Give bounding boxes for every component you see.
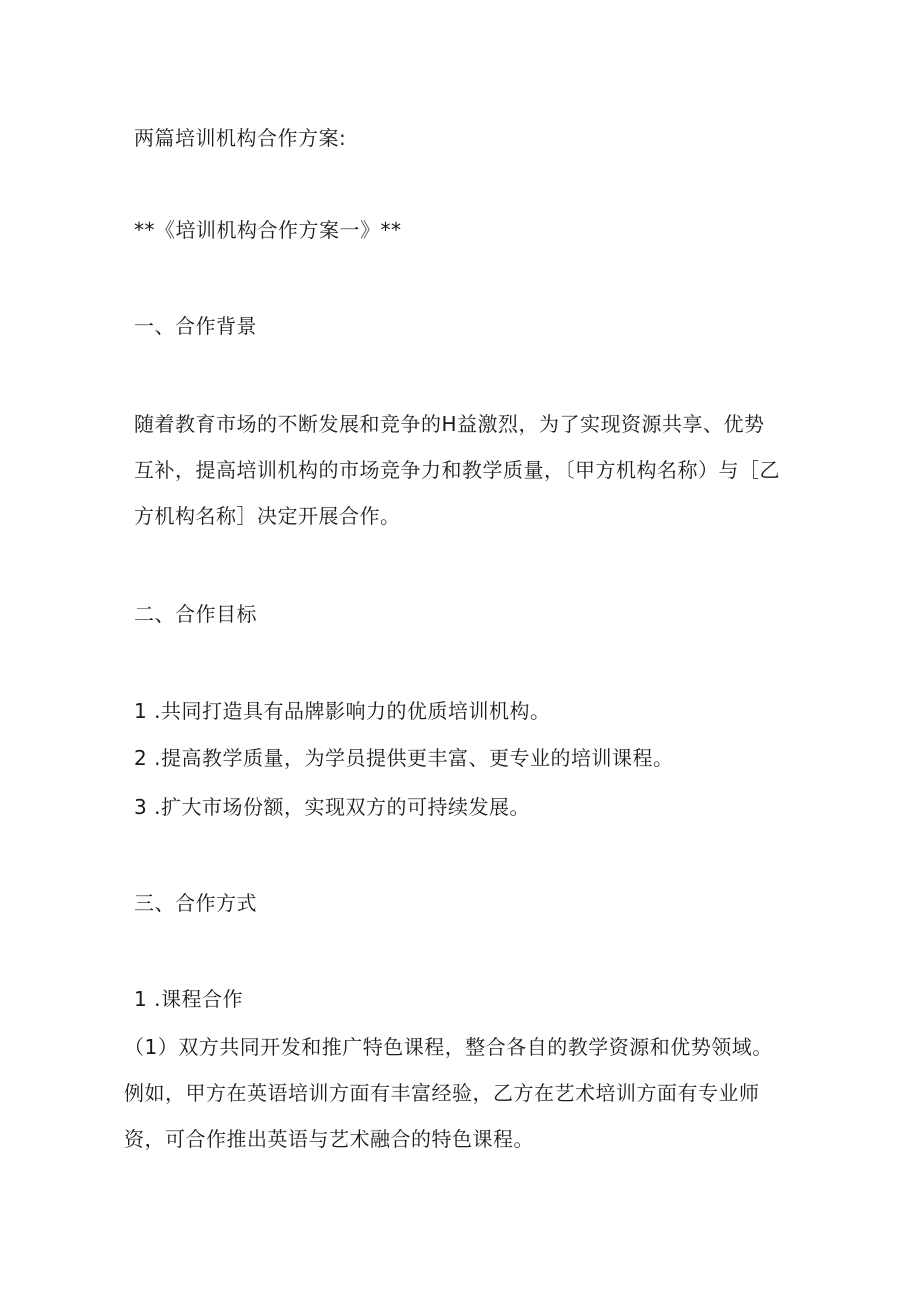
plan-title: **《培训机构合作方案一》** (134, 218, 402, 242)
goal-item-3: 3 .扩大市场份额，实现双方的可持续发展。 (134, 795, 530, 819)
goal-item-2: 2 .提高教学质量，为学员提供更丰富、更专业的培训课程。 (134, 746, 674, 770)
document-intro: 两篇培训机构合作方案: (134, 126, 347, 150)
goal-item-1: 1 .共同打造具有品牌影响力的优质培训机构。 (134, 699, 551, 723)
background-paragraph: 随着教育市场的不断发展和竞争的H益激烈，为了实现资源共享、优势互补，提高培训机构的市场竞争力和教学质量，〔甲方机构名称）与［乙方机构名称］决定开展合作。 (134, 412, 780, 528)
subsection-heading-course: 1 .课程合作 (134, 987, 243, 1011)
section-heading-methods: 三、合作方式 (134, 891, 257, 915)
section-heading-goals: 二、合作目标 (134, 602, 257, 626)
course-cooperation-paragraph: （1）双方共同开发和推广特色课程，整合各自的教学资源和优势领域。例如，甲方在英语培训方面有丰富经验，乙方在艺术培训方面有专业师资，可合作推出英语与艺术融合的特色课程。 (124, 1035, 773, 1151)
section-heading-background: 一、合作背景 (134, 314, 257, 338)
